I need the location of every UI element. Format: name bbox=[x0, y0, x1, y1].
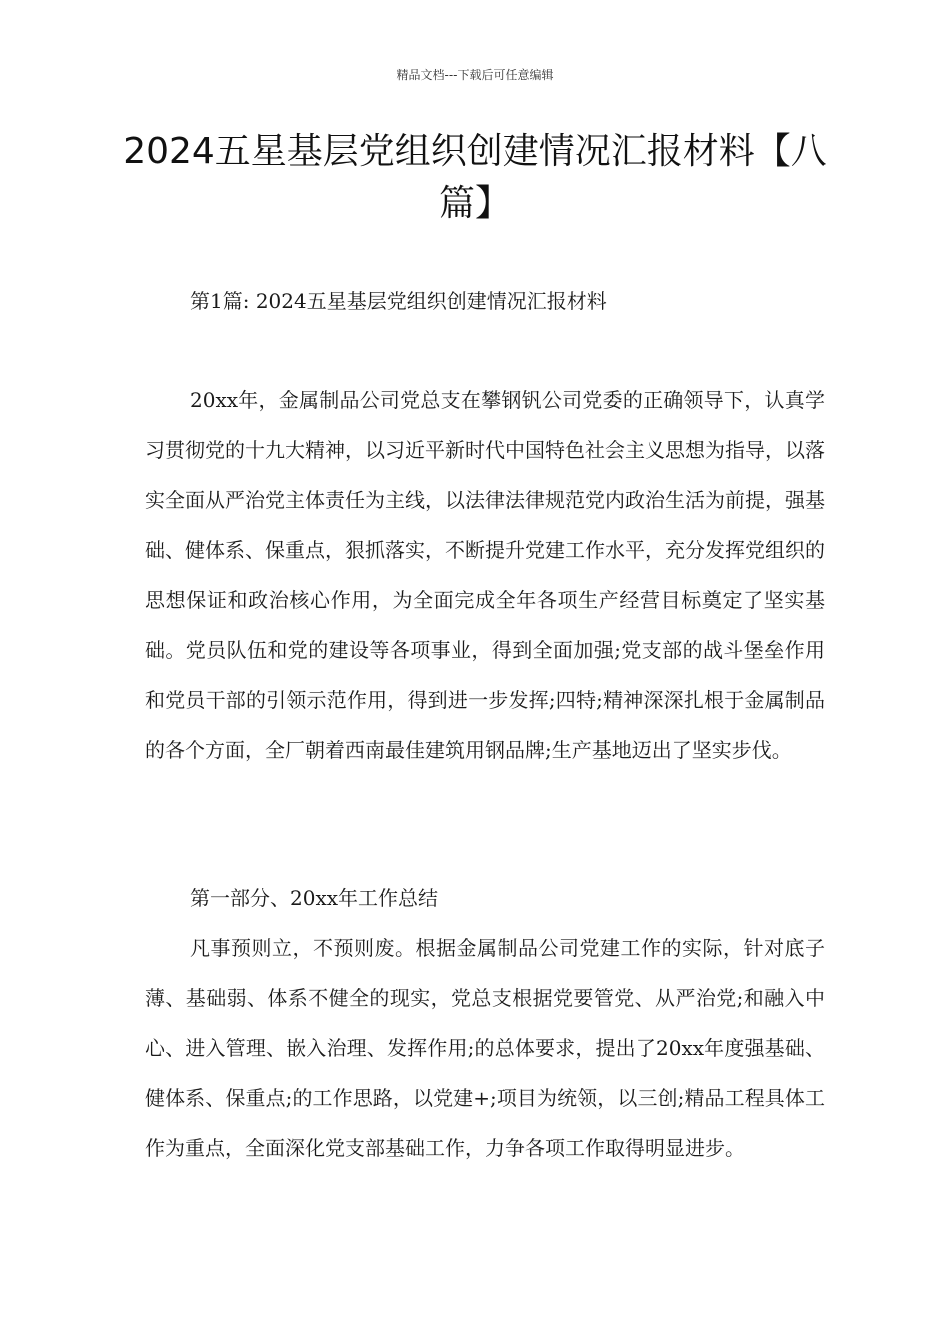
body-paragraph: 20xx年，金属制品公司党总支在攀钢钒公司党委的正确领导下，认真学习贯彻党的十九大精神，以习近平新时代中国特色社会主义思想为指导，以落实全面从严治党主体责任为主线，以法律法律规范党内政治生活为前提，强基础、健体系、保重点，狠抓落实，不断提升党建工作水平，充分发挥党组织的思想保证和政治核心作用，为全面完成全年各项生产经营目标奠定了坚实基础。党员队伍和党的建设等各项事业，得到全面加强;党支部的战斗堡垒作用和党员干部的引领示范作用，得到进一步发挥;四特;精神深深扎根于金属制品的各个方面，全厂朝着西南最佳建筑用钢品牌;生产基地迈出了坚实步伐。 bbox=[145, 388, 825, 762]
body-paragraph: 凡事预则立，不预则废。根据金属制品公司党建工作的实际，针对底子薄、基础弱、体系不健全的现实，党总支根据党要管党、从严治党;和融入中心、进入管理、嵌入治理、发挥作用;的总体要求，提出了20xx年度强基础、健体系、保重点;的工作思路，以党建+;项目为统领，以三创;精品工程具体工作为重点，全面深化党支部基础工作，力争各项工作取得明显进步。 bbox=[145, 936, 825, 1160]
chapter-heading: 第1篇: 2024五星基层党组织创建情况汇报材料 bbox=[190, 289, 607, 313]
document-title: 2024五星基层党组织创建情况汇报材料【八篇】 bbox=[123, 131, 827, 224]
part-heading: 第一部分、20xx年工作总结 bbox=[190, 886, 439, 910]
document-header-note: 精品文档---下载后可任意编辑 bbox=[396, 68, 554, 82]
